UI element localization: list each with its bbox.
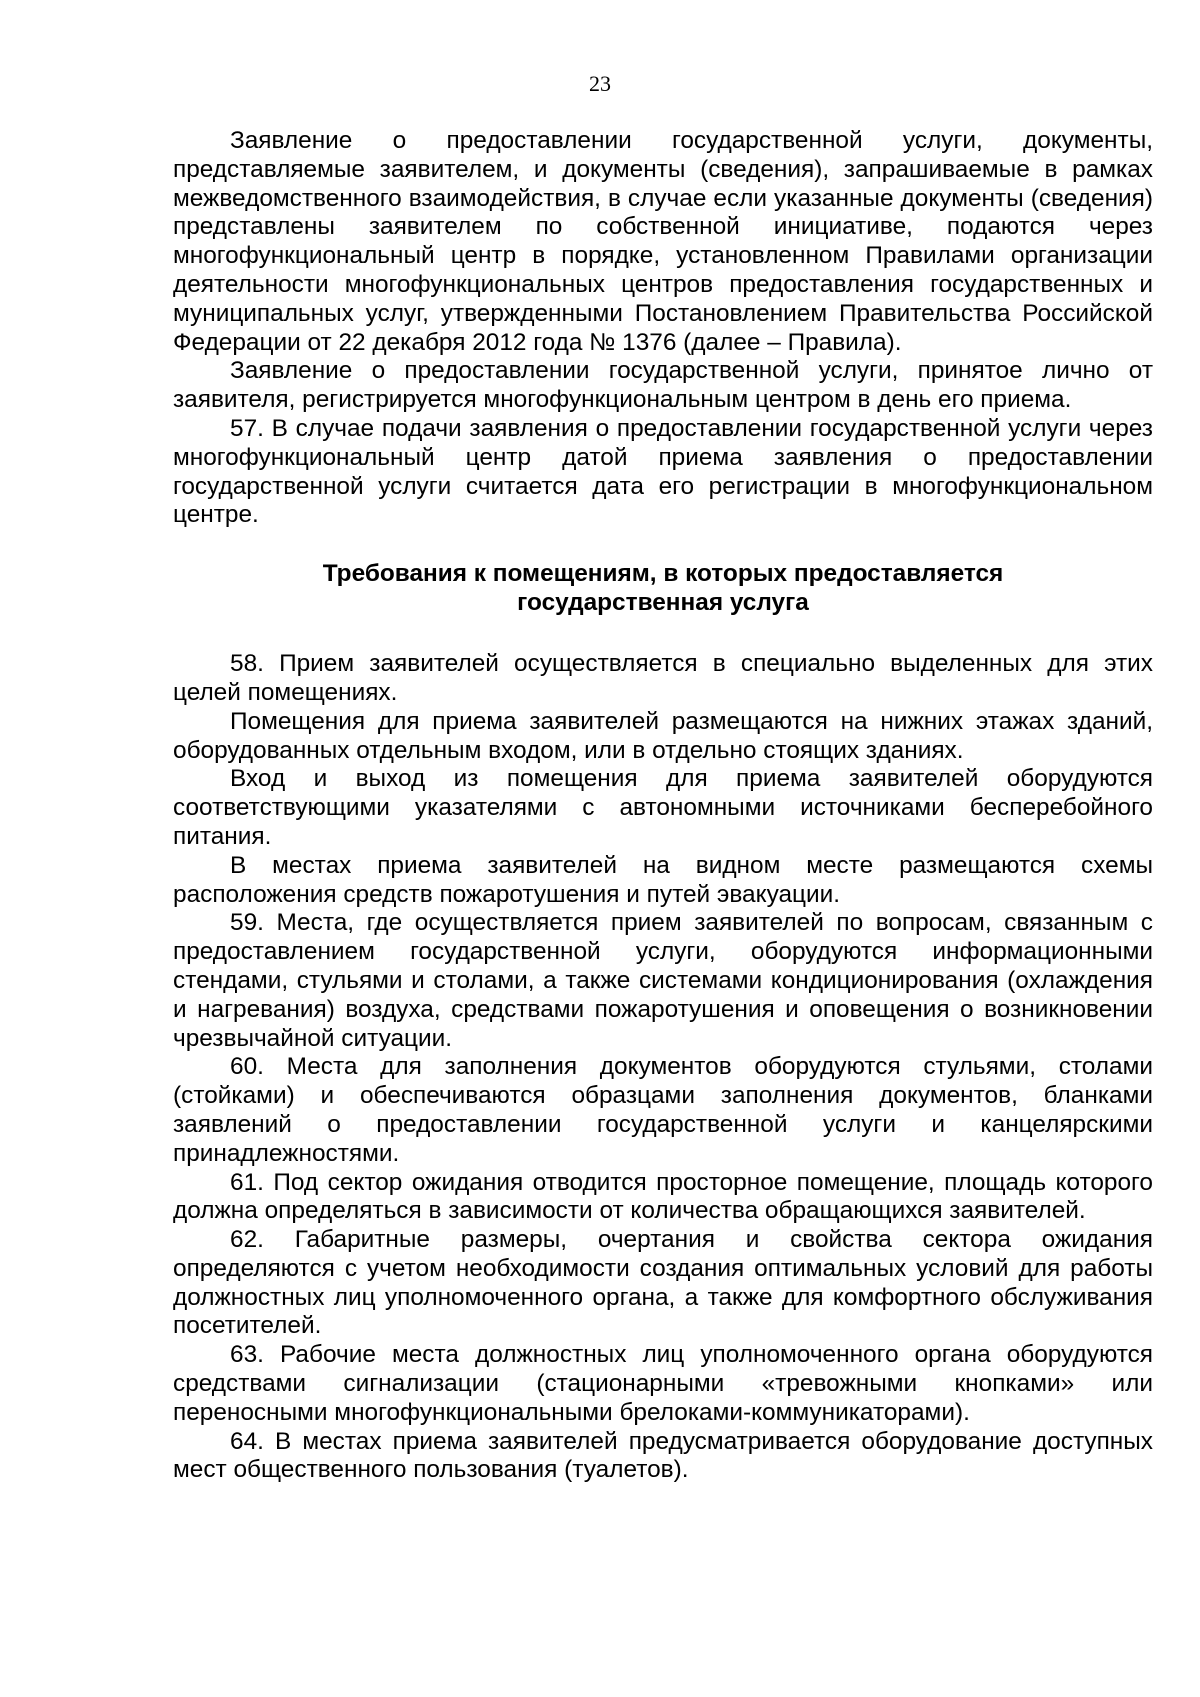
page-number: 23 — [589, 71, 611, 96]
paragraph: Заявление о предоставлении государственной услуги, документы, представляемые заявителем, и документы (сведения), запрашиваемые в рамках межведомственного взаимодействия, в случае если указанные документы (сведения) представлены заявителем по собственной инициативе, подаются через многофункциональный центр в порядке, установленном Правилами организации деятельности многофункциональных центров предоставления государственных и муниципальных услуг, утвержденными Постановлением Правительства Российской Федерации от 22 декабря 2012 года № 1376 (далее – Правила). — [173, 127, 1153, 356]
paragraph: 59. Места, где осуществляется прием заявителей по вопросам, связанным с предоставлением государственной услуги, оборудуются информационными стендами, стульями и столами, а также системами кондиционирования (охлаждения и нагревания) воздуха, средствами пожаротушения и оповещения о возникновении чрезвычайной ситуации. — [173, 909, 1153, 1052]
paragraph: 60. Места для заполнения документов оборудуются стульями, столами (стойками) и обеспечиваются образцами заполнения документов, бланками заявлений о предоставлении государственной услуги и канцелярскими принадлежностями. — [173, 1053, 1153, 1167]
paragraph: 61. Под сектор ожидания отводится просторное помещение, площадь которого должна определяться в зависимости от количества обращающихся заявителей. — [173, 1168, 1153, 1225]
paragraph: 58. Прием заявителей осуществляется в специально выделенных для этих целей помещениях. — [173, 650, 1153, 706]
paragraph: 62. Габаритные размеры, очертания и свойства сектора ожидания определяются с учетом необходимости создания оптимальных условий для работы должностных лиц уполномоченного органа, а также для комфортного обслуживания посетителей. — [173, 1226, 1153, 1340]
paragraph: Заявление о предоставлении государственной услуги, принятое лично от заявителя, регистрируется многофункциональным центром в день его приема. — [173, 357, 1153, 414]
section-heading-line: Требования к помещениям, в которых предоставляется — [322, 560, 1004, 588]
paragraph: Вход и выход из помещения для приема заявителей оборудуются соответствующими указателями с автономными источниками бесперебойного питания. — [173, 765, 1153, 850]
section-heading — [173, 559, 1153, 617]
paragraph: 63. Рабочие места должностных лиц уполномоченного органа оборудуются средствами сигнализации (стационарными «тревожными кнопками» или переносными многофункциональными брелоками-коммуникаторами). — [173, 1341, 1153, 1426]
paragraph: В местах приема заявителей на видном месте размещаются схемы расположения средств пожаротушения и путей эвакуации. — [173, 851, 1153, 908]
section-heading-line: государственная услуга — [517, 589, 809, 617]
paragraph: 57. В случае подачи заявления о предоставлении государственной услуги через многофункциональный центр датой приема заявления о предоставлении государственной услуги считается дата его регистрации в многофункциональном центре. — [173, 414, 1153, 529]
paragraph: 64. В местах приема заявителей предусматривается оборудование доступных мест общественного пользования (туалетов). — [173, 1427, 1153, 1484]
paragraph: Помещения для приема заявителей размещаются на нижних этажах зданий, оборудованных отдельным входом, или в отдельно стоящих зданиях. — [173, 707, 1153, 764]
document-body — [173, 127, 1153, 1485]
